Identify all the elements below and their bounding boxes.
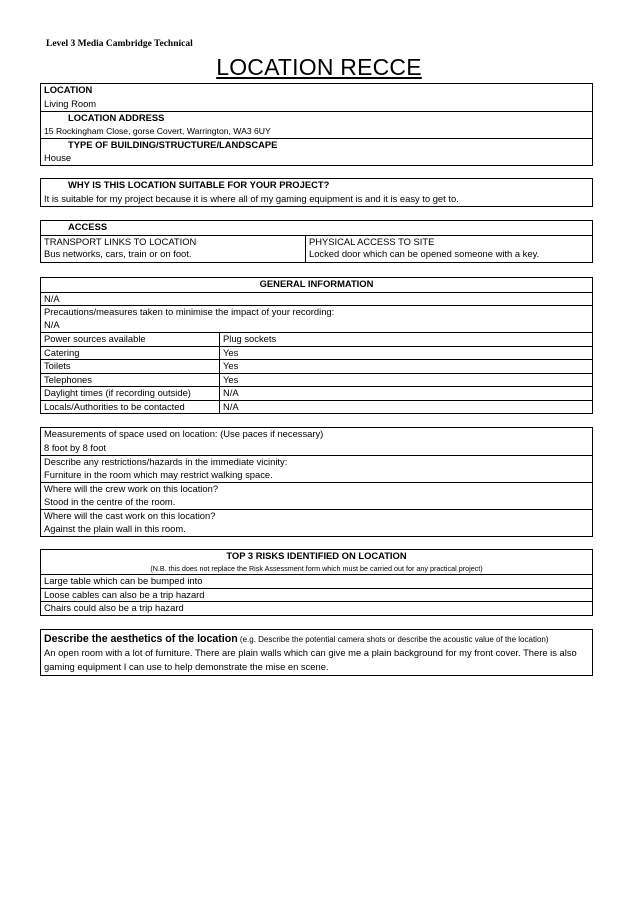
access-section — [40, 220, 593, 263]
location-value: Living Room — [44, 97, 97, 109]
risk-item: Large table which can be bumped into — [41, 574, 592, 588]
info-row — [41, 386, 592, 400]
suitability-value: It is suitable for my project because it is where all of my gaming equipment is and it is easy to get to. — [44, 192, 459, 204]
aesthetics-label: Describe the aesthetics of the location — [44, 633, 238, 645]
general-info-intro: N/A — [41, 292, 592, 306]
suitability-section — [40, 178, 593, 207]
space-section — [40, 427, 593, 537]
building-type-value: House — [44, 151, 72, 163]
aesthetics-content — [41, 630, 592, 675]
risk-item: Chairs could also be a trip hazard — [41, 601, 592, 615]
precautions-value: N/A — [44, 318, 60, 330]
info-row-label: Toilets — [41, 360, 220, 373]
info-row-label: Locals/Authorities to be contacted — [41, 401, 220, 414]
address-label: LOCATION ADDRESS — [41, 111, 592, 125]
course-header: Level 3 Media Cambridge Technical — [46, 39, 193, 49]
info-row — [41, 400, 592, 414]
aesthetics-section — [40, 629, 593, 676]
info-row-value: Plug sockets — [223, 333, 277, 344]
risk-item: Loose cables can also be a trip hazard — [41, 588, 592, 602]
aesthetics-value: An open room with a lot of furniture. There are plain walls which can give me a plain background for my front cover. There is also gaming equipment I can use to help demonstrate the mise en scene. — [44, 647, 577, 672]
transport-value: Bus networks, cars, train or on foot. — [41, 248, 306, 262]
measurements-label: Measurements of space used on location: (Use paces if necessary) — [44, 428, 324, 439]
info-row-value: Yes — [223, 346, 239, 358]
risks-section — [40, 549, 593, 616]
suitability-label: WHY IS THIS LOCATION SUITABLE FOR YOUR PROJECT? — [68, 179, 330, 190]
info-row-value: N/A — [223, 400, 239, 412]
info-row — [41, 373, 592, 387]
measurements-value: 8 foot by 8 foot — [44, 441, 107, 453]
precautions-label: Precautions/measures taken to minimise the impact of your recording: — [41, 305, 592, 319]
address-value: 15 Rockingham Close, gorse Covert, Warrington, WA3 6UY — [44, 125, 271, 136]
cast-location-value: Against the plain wall in this room. — [44, 522, 186, 534]
info-row-value: N/A — [223, 387, 239, 398]
info-row-value: Yes — [223, 373, 239, 385]
physical-access-value: Locked door which can be opened someone with a key. — [309, 248, 540, 259]
info-row — [41, 332, 592, 346]
access-label: ACCESS — [68, 221, 108, 232]
transport-label: TRANSPORT LINKS TO LOCATION — [41, 236, 306, 249]
restrictions-label: Describe any restrictions/hazards in the immediate vicinity: — [41, 455, 592, 469]
risks-title: TOP 3 RISKS IDENTIFIED ON LOCATION — [226, 550, 407, 561]
info-row-label: Catering — [41, 347, 220, 360]
access-labels-row — [41, 235, 592, 249]
cast-location-label: Where will the cast work on this location? — [41, 509, 592, 523]
risks-note: (N.B. this does not replace the Risk Assessment form which must be carried out for any practical project) — [150, 564, 483, 573]
info-row — [41, 346, 592, 360]
location-section — [40, 83, 593, 166]
info-row-value: Yes — [223, 360, 239, 371]
page-title: LOCATION RECCE — [216, 54, 422, 80]
access-values-row — [41, 248, 592, 262]
general-info-section — [40, 277, 593, 414]
building-type-label: TYPE OF BUILDING/STRUCTURE/LANDSCAPE — [41, 138, 592, 152]
physical-access-label: PHYSICAL ACCESS TO SITE — [309, 235, 435, 247]
restrictions-value: Furniture in the room which may restrict walking space. — [44, 468, 273, 480]
general-info-title: GENERAL INFORMATION — [259, 278, 374, 289]
crew-location-value: Stood in the centre of the room. — [44, 495, 176, 507]
info-row-label: Telephones — [41, 374, 220, 387]
info-row — [41, 359, 592, 373]
crew-location-label: Where will the crew work on this location? — [41, 482, 592, 496]
info-row-label: Power sources available — [41, 333, 220, 346]
location-label: LOCATION — [44, 84, 93, 95]
info-row-label: Daylight times (if recording outside) — [41, 387, 220, 400]
aesthetics-note: (e.g. Describe the potential camera shots or describe the acoustic value of the location) — [237, 635, 549, 644]
